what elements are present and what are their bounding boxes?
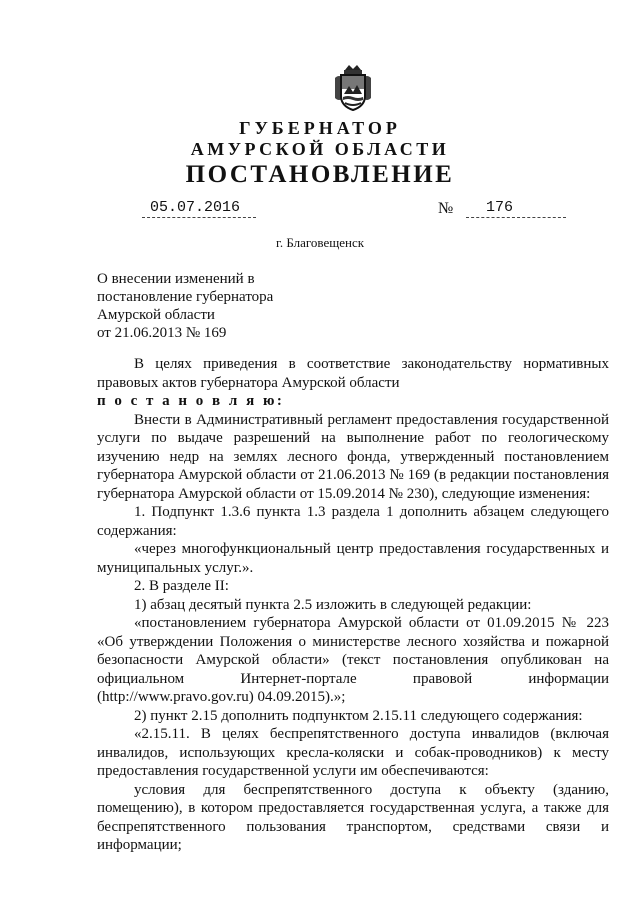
subject-line: от 21.06.2013 № 169 <box>97 325 227 341</box>
paragraph-subitem-1: 1) абзац десятый пункта 2.5 изложить в следующей редакции: <box>134 596 532 613</box>
issue-city: г. Благовещенск <box>275 235 365 250</box>
paragraph-subitem-2: 2) пункт 2.15 дополнить подпунктом 2.15.11 следующего содержания: <box>134 707 583 724</box>
document-body <box>97 355 609 855</box>
subject-line: Амурской области <box>97 307 215 323</box>
issuer-title: ГУБЕРНАТОР <box>239 118 401 138</box>
paragraph-main-clause: Внести в Административный регламент предоставления государственной услуги по выдаче разрешений на выполнение работ по геологическому изучению недр на землях лесного фонда, утвержденный постановлением губернатора Амурской области от 21.06.2013 № 169 (в редакции постановления губернатора Амурской области от 15.09.2014 № 230), следующие изменения: <box>97 411 609 502</box>
subject-line: О внесении изменений в <box>97 271 255 287</box>
number-label: № <box>438 200 454 217</box>
coat-of-arms-emblem <box>331 64 375 112</box>
intro-paragraph: В целях приведения в соответствие законодательству нормативных правовых актов губернатора Амурской области <box>97 356 609 391</box>
paragraph-quote-1: «через многофункциональный центр предоставления государственных и муниципальных услуг.». <box>97 541 609 576</box>
document-date: 05.07.2016 <box>150 199 241 216</box>
document-number: 176 <box>486 199 514 216</box>
date-underline <box>142 217 256 218</box>
issuer-region: АМУРСКОЙ ОБЛАСТИ <box>190 139 450 159</box>
number-underline <box>466 217 566 218</box>
paragraph-conditions: условия для беспрепятственного доступа к объекту (зданию, помещению), в котором предоставляется государственная услуга, а также для беспрепятственного пользования транспортом, средствами связи и информации; <box>97 781 609 853</box>
resolve-heading: п о с т а н о в л я ю: <box>97 393 285 409</box>
paragraph-item-2: 2. В разделе II: <box>134 578 229 594</box>
document-type-title: ПОСТАНОВЛЕНИЕ <box>185 161 455 188</box>
document-subject <box>97 270 273 342</box>
paragraph-item-1: 1. Подпункт 1.3.6 пункта 1.3 раздела 1 дополнить абзацем следующего содержания: <box>97 504 609 539</box>
paragraph-quote-2: «постановлением губернатора Амурской области от 01.09.2015 № 223 «Об утверждении Положения о министерстве лесного хозяйства и пожарной безопасности Амурской области» (текст постановления опубликован на официальном Интернет-портале правовой информации (http://www.pravo.gov.ru) 04.09.2015).»; <box>97 615 609 705</box>
paragraph-quote-3: «2.15.11. В целях беспрепятственного доступа инвалидов (включая инвалидов, использующих кресла-коляски и собак-проводников) к месту предоставления государственной услуги им обеспечиваются: <box>97 726 609 779</box>
subject-line: постановление губернатора <box>97 289 274 305</box>
